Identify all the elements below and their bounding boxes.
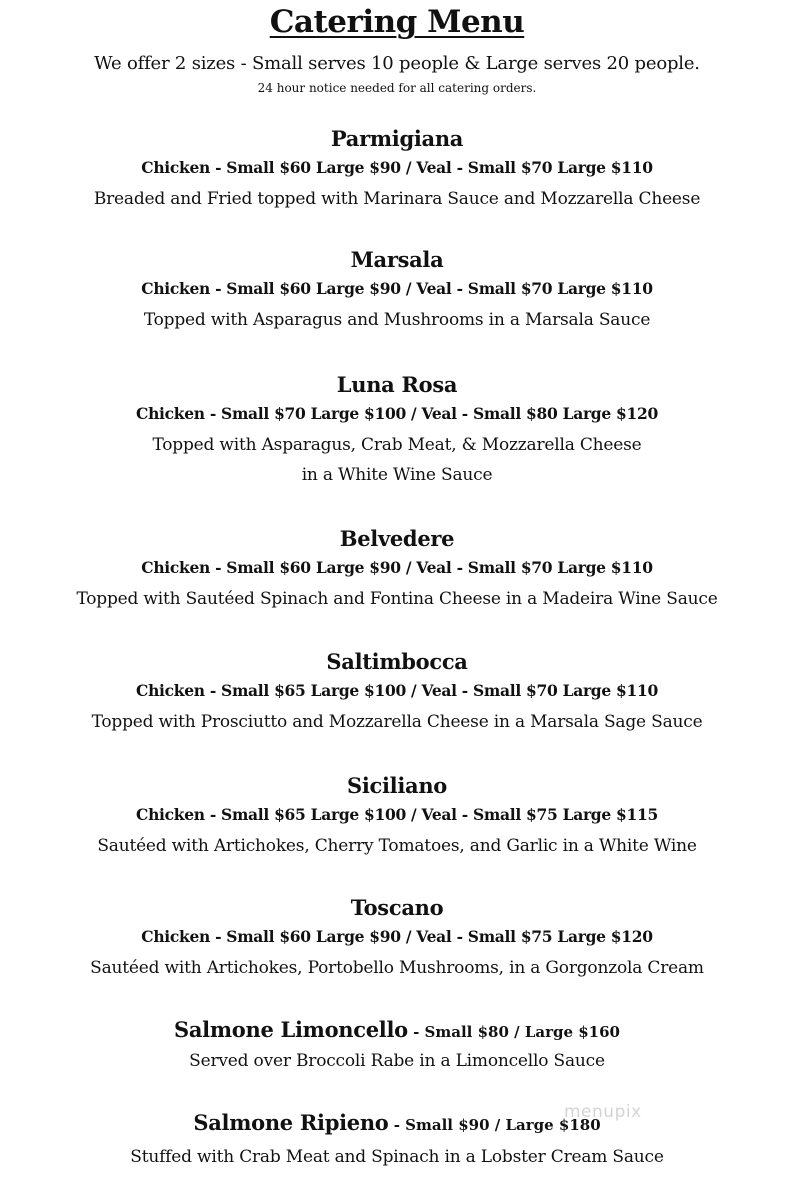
item-description: Topped with Asparagus, Crab Meat, & Mozzarella Cheese [152,435,642,455]
item-price: Chicken - Small $60 Large $90 / Veal - Small $70 Large $110 [141,158,653,177]
item-description: Sautéed with Artichokes, Cherry Tomatoes, and Garlic in a White Wine [97,836,697,856]
item-price: Chicken - Small $65 Large $100 / Veal - Small $70 Large $110 [136,681,658,700]
item-description: Topped with Sautéed Spinach and Fontina Cheese in a Madeira Wine Sauce [76,589,718,609]
item-price: - Small $90 / Large $180 [388,1116,601,1134]
menu-item-parmigiana [0,124,794,214]
menu-item-marsala [0,245,794,335]
item-name: Salmone Ripieno [193,1110,389,1135]
menu-item-salmone-limoncello [0,1015,794,1076]
item-description: Sautéed with Artichokes, Portobello Mushrooms, in a Gorgonzola Cream [90,958,704,978]
watermark: menupix [564,1102,642,1122]
menu-item-belvedere [0,524,794,614]
order-notice: 24 hour notice needed for all catering orders. [257,81,537,95]
item-price: Chicken - Small $65 Large $100 / Veal - Small $75 Large $115 [136,805,658,824]
item-description-line-2: in a White Wine Sauce [301,465,493,485]
sizes-subtitle: We offer 2 sizes - Small serves 10 people & Large serves 20 people. [94,53,700,74]
menu-item-luna-rosa [0,370,794,490]
page-title: Catering Menu [269,4,525,40]
item-name: Siciliano [346,773,448,798]
item-name: Salmone Limoncello [174,1017,408,1042]
menu-item-salmone-ripieno [0,1108,794,1172]
item-description: Breaded and Fried topped with Marinara Sauce and Mozzarella Cheese [93,189,701,209]
item-name-row [0,1108,794,1138]
item-description: Served over Broccoli Rabe in a Limoncello Sauce [189,1051,605,1071]
item-price: - Small $80 / Large $160 [407,1023,620,1041]
item-name-row [0,1015,794,1045]
menu-item-siciliano [0,771,794,861]
item-description: Stuffed with Crab Meat and Spinach in a Lobster Cream Sauce [130,1147,664,1167]
item-name: Parmigiana [330,126,464,151]
item-name: Belvedere [339,526,455,551]
item-price: Chicken - Small $60 Large $90 / Veal - Small $75 Large $120 [141,927,653,946]
item-description: Topped with Prosciutto and Mozzarella Cheese in a Marsala Sage Sauce [91,712,703,732]
item-name: Saltimbocca [326,649,468,674]
item-name: Marsala [350,247,444,272]
item-price: Chicken - Small $60 Large $90 / Veal - Small $70 Large $110 [141,279,653,298]
item-name: Toscano [350,895,444,920]
item-price: Chicken - Small $70 Large $100 / Veal - Small $80 Large $120 [136,404,658,423]
item-price: Chicken - Small $60 Large $90 / Veal - Small $70 Large $110 [141,558,653,577]
item-name: Luna Rosa [336,372,458,397]
menu-item-toscano [0,893,794,983]
item-description: Topped with Asparagus and Mushrooms in a Marsala Sauce [143,310,651,330]
menu-item-saltimbocca [0,647,794,737]
